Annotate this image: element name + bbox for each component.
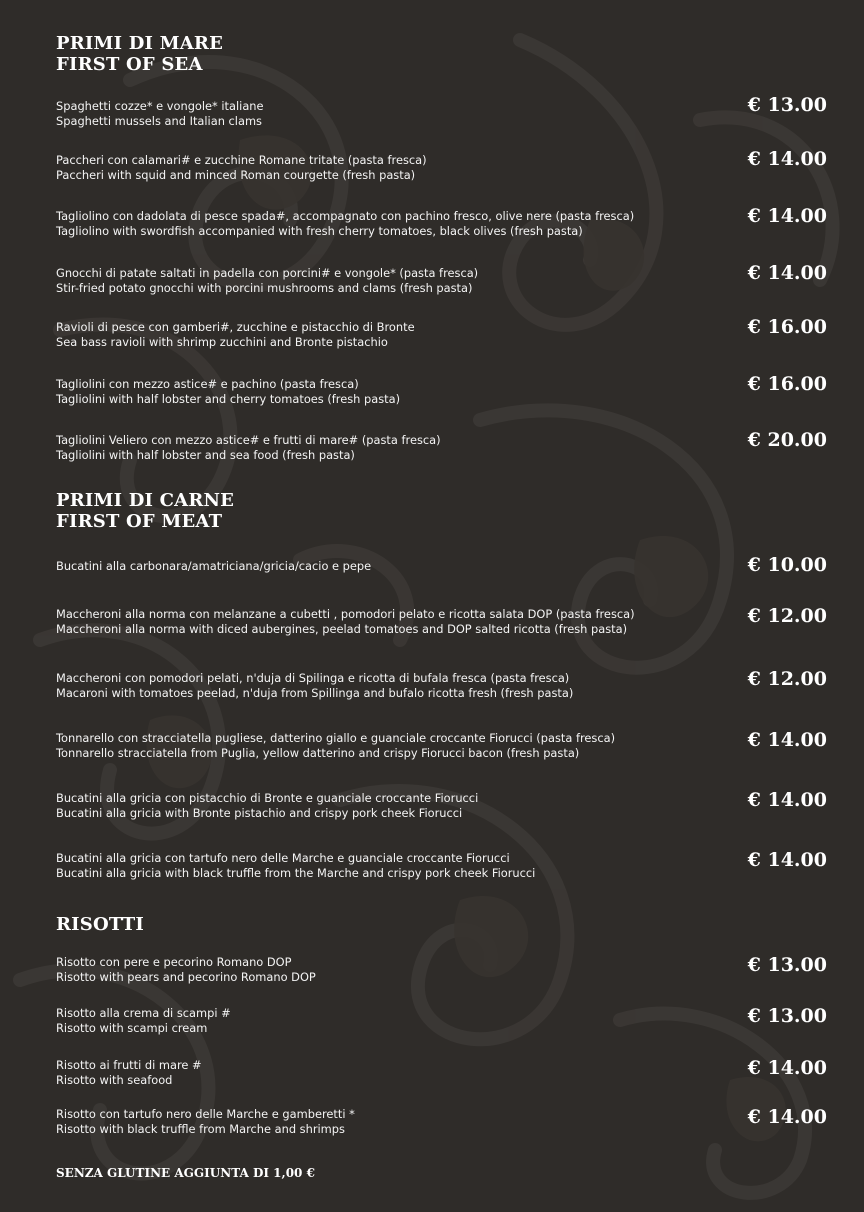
heading-line: FIRST OF SEA — [56, 54, 203, 75]
item-name-en: Stir-fried potato gnocchi with porcini mushrooms and clams (fresh pasta) — [56, 281, 473, 295]
item-name-en: Sea bass ravioli with shrimp zucchini and Bronte pistachio — [56, 335, 388, 349]
heading-line: PRIMI DI MARE — [56, 33, 223, 54]
item-name-it: Tonnarello con stracciatella pugliese, datterino giallo e guanciale croccante Fiorucci (pasta fresca) — [56, 731, 616, 745]
item-price: € 14.00 — [747, 262, 827, 284]
item-price: € 14.00 — [747, 205, 827, 227]
heading-line: FIRST OF MEAT — [56, 511, 223, 532]
item-name-it: Risotto ai frutti di mare # — [56, 1058, 202, 1072]
item-name-en: Tagliolino with swordfish accompanied with fresh cherry tomatoes, black olives (fresh pasta) — [56, 224, 583, 238]
section-heading-risotti — [56, 914, 144, 935]
menu-item — [56, 607, 736, 637]
item-name-en: Tagliolini with half lobster and sea food (fresh pasta) — [56, 448, 355, 462]
item-name-it: Spaghetti cozze* e vongole* italiane — [56, 99, 264, 113]
menu-item — [56, 99, 736, 129]
item-name-en: Macaroni with tomatoes peelad, n'duja from Spillinga and bufalo ricotta fresh (fresh pasta) — [56, 686, 574, 700]
item-price: € 14.00 — [747, 1057, 827, 1079]
item-name-it: Risotto con pere e pecorino Romano DOP — [56, 955, 292, 969]
item-name-it: Ravioli di pesce con gamberi#, zucchine e pistacchio di Bronte — [56, 320, 415, 334]
menu-item — [56, 320, 736, 350]
item-price: € 14.00 — [747, 849, 827, 871]
item-name-it: Tagliolini con mezzo astice# e pachino (pasta fresca) — [56, 377, 359, 391]
item-price: € 16.00 — [747, 316, 827, 338]
item-name-en: Bucatini alla gricia with black truffle from the Marche and crispy pork cheek Fiorucci — [56, 866, 536, 880]
item-price: € 13.00 — [747, 94, 827, 116]
item-price: € 20.00 — [747, 429, 827, 451]
item-name-en: Bucatini alla gricia with Bronte pistachio and crispy pork cheek Fiorucci — [56, 806, 463, 820]
section-heading-first-of-meat — [56, 490, 234, 532]
item-name-it: Risotto con tartufo nero delle Marche e gamberetti * — [56, 1107, 355, 1121]
item-name-en: Tagliolini with half lobster and cherry tomatoes (fresh pasta) — [56, 392, 401, 406]
item-name-en: Risotto with pears and pecorino Romano DOP — [56, 970, 316, 984]
item-name-en: Tonnarello stracciatella from Puglia, yellow datterino and crispy Fiorucci bacon (fresh pasta) — [56, 746, 580, 760]
item-name-it: Gnocchi di patate saltati in padella con porcini# e vongole* (pasta fresca) — [56, 266, 479, 280]
item-price: € 13.00 — [747, 954, 827, 976]
item-name-en: Risotto with seafood — [56, 1073, 173, 1087]
menu-item — [56, 1107, 736, 1137]
item-name-en: Risotto with black truffle from Marche and shrimps — [56, 1122, 345, 1136]
menu-item — [56, 433, 736, 463]
item-price: € 10.00 — [747, 554, 827, 576]
item-name-en: Maccheroni alla norma with diced aubergines, peelad tomatoes and DOP salted ricotta (fresh pasta) — [56, 622, 628, 636]
item-price: € 14.00 — [747, 1106, 827, 1128]
menu-item — [56, 1006, 736, 1036]
item-name-en: Risotto with scampi cream — [56, 1021, 208, 1035]
item-name-it: Bucatini alla carbonara/amatriciana/gricia/cacio e pepe — [56, 559, 372, 573]
item-name-it: Paccheri con calamari# e zucchine Romane tritate (pasta fresca) — [56, 153, 427, 167]
menu-item — [56, 377, 736, 407]
menu-item — [56, 851, 736, 881]
item-price: € 14.00 — [747, 789, 827, 811]
item-name-it: Risotto alla crema di scampi # — [56, 1006, 231, 1020]
gluten-free-note: SENZA GLUTINE AGGIUNTA DI 1,00 € — [56, 1166, 315, 1180]
item-price: € 12.00 — [747, 668, 827, 690]
menu-item — [56, 1058, 736, 1088]
item-name-it: Maccheroni con pomodori pelati, n'duja di Spilinga e ricotta di bufala fresca (pasta fresca) — [56, 671, 570, 685]
item-name-it: Tagliolino con dadolata di pesce spada#, accompagnato con pachino fresco, olive nere (pasta fresca) — [56, 209, 635, 223]
menu-item — [56, 791, 736, 821]
menu-item — [56, 266, 736, 296]
item-name-en: Spaghetti mussels and Italian clams — [56, 114, 262, 128]
heading-line: RISOTTI — [56, 914, 145, 935]
menu-item — [56, 955, 736, 985]
menu-item — [56, 731, 736, 761]
heading-line: PRIMI DI CARNE — [56, 490, 235, 511]
item-name-en: Paccheri with squid and minced Roman courgette (fresh pasta) — [56, 168, 416, 182]
menu-item — [56, 559, 736, 574]
item-name-it: Tagliolini Veliero con mezzo astice# e frutti di mare# (pasta fresca) — [56, 433, 441, 447]
menu-item — [56, 153, 736, 183]
item-price: € 12.00 — [747, 605, 827, 627]
item-name-it: Bucatini alla gricia con pistacchio di Bronte e guanciale croccante Fiorucci — [56, 791, 479, 805]
menu-item — [56, 671, 736, 701]
section-heading-first-of-sea — [56, 33, 223, 75]
item-name-it: Bucatini alla gricia con tartufo nero delle Marche e guanciale croccante Fiorucci — [56, 851, 510, 865]
item-name-it: Maccheroni alla norma con melanzane a cubetti , pomodori pelato e ricotta salata DOP (pasta fresca) — [56, 607, 635, 621]
menu-item — [56, 209, 736, 239]
item-price: € 13.00 — [747, 1005, 827, 1027]
item-price: € 14.00 — [747, 729, 827, 751]
item-price: € 14.00 — [747, 148, 827, 170]
item-price: € 16.00 — [747, 373, 827, 395]
